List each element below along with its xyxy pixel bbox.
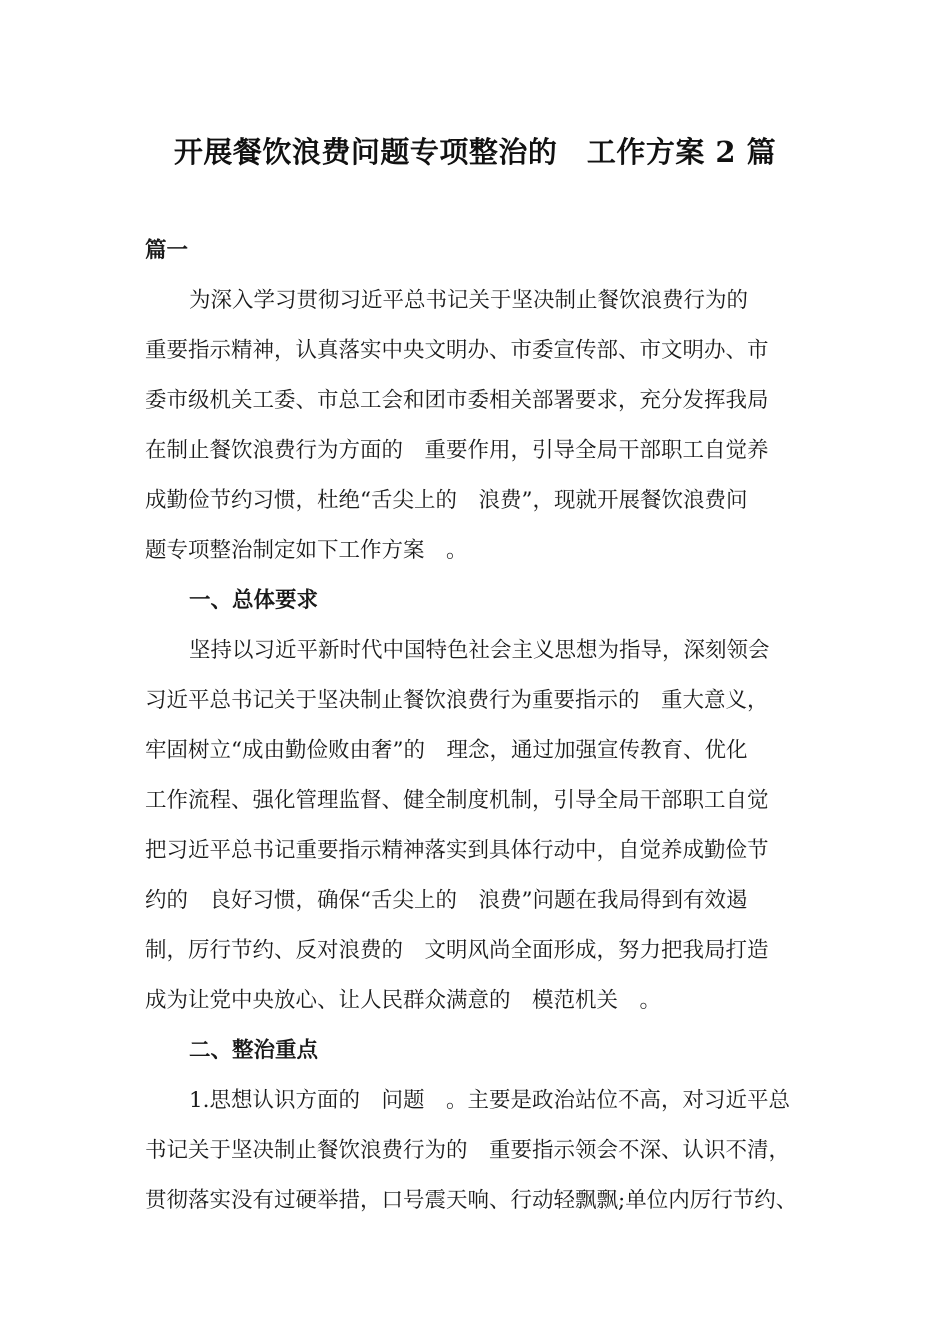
paragraph-line: 重要指示精神，认真落实中央文明办、市委宣传部、市文明办、市 <box>145 338 769 363</box>
paragraph-line: 书记关于坚决制止餐饮浪费行为的 重要指示领会不深、认识不清， <box>145 1138 791 1163</box>
paragraph-line: 制，厉行节约、反对浪费的 文明风尚全面形成，努力把我局打造 <box>145 938 769 963</box>
paragraph-line: 委市级机关工委、市总工会和团市委相关部署要求，充分发挥我局 <box>145 388 769 413</box>
section-heading: 二、整治重点 <box>189 1038 319 1063</box>
paragraph-line: 在制止餐饮浪费行为方面的 重要作用，引导全局干部职工自觉养 <box>145 438 769 463</box>
paragraph-line: 工作流程、强化管理监督、健全制度机制，引导全局干部职工自觉 <box>145 788 769 813</box>
paragraph-line: 贯彻落实没有过硬举措，口号震天响、行动轻飘飘;单位内厉行节约、 <box>145 1188 798 1213</box>
paragraph-line: 成勤俭节约习惯，杜绝“舌尖上的 浪费”，现就开展餐饮浪费问 <box>145 488 748 513</box>
paragraph-line: 为深入学习贯彻习近平总书记关于坚决制止餐饮浪费行为的 <box>189 288 749 313</box>
paragraph-line: 题专项整治制定如下工作方案 。 <box>145 538 468 563</box>
section-heading: 一、总体要求 <box>189 588 319 613</box>
paragraph-line: 习近平总书记关于坚决制止餐饮浪费行为重要指示的 重大意义， <box>145 688 769 713</box>
paragraph-line: 把习近平总书记重要指示精神落实到具体行动中，自觉养成勤俭节 <box>145 838 769 863</box>
paragraph-line: 成为让党中央放心、让人民群众满意的 模范机关 。 <box>145 988 662 1013</box>
paragraph-line: 约的 良好习惯，确保“舌尖上的 浪费”问题在我局得到有效遏 <box>145 888 748 913</box>
paragraph-line: 坚持以习近平新时代中国特色社会主义思想为指导，深刻领会 <box>189 638 770 663</box>
paragraph-line: 1.思想认识方面的 问题 。主要是政治站位不高，对习近平总 <box>189 1088 791 1113</box>
paragraph-line: 牢固树立“成由勤俭败由奢”的 理念，通过加强宣传教育、优化 <box>145 738 748 763</box>
document-title: 开展餐饮浪费问题专项整治的 工作方案 2 篇 <box>173 135 777 169</box>
section-label: 篇一 <box>145 238 189 263</box>
